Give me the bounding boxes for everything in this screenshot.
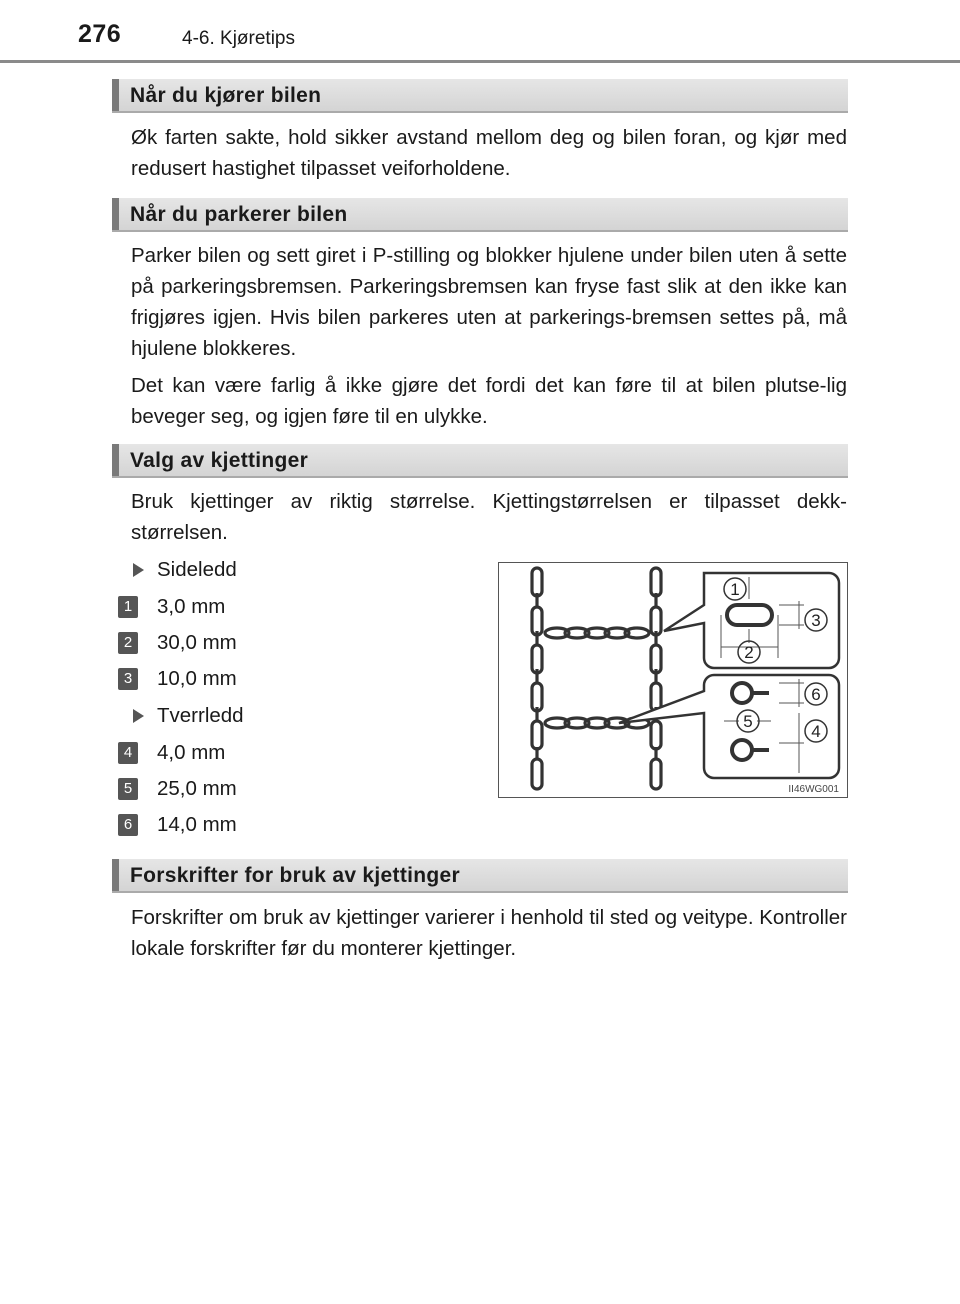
chain-drawing (532, 568, 661, 789)
list-item-value: 4,0 mm (157, 741, 226, 764)
section-heading-text: Forskrifter for bruk av kjettinger (130, 864, 460, 887)
list-item-value: 25,0 mm (157, 777, 237, 800)
list-item-value: 14,0 mm (157, 813, 237, 836)
callout-label: 2 (744, 643, 754, 662)
callout-label: 4 (811, 722, 821, 741)
side-link-detail (664, 573, 839, 668)
section-heading-regulations (112, 859, 848, 893)
section-heading-text: Når du parkerer bilen (130, 203, 348, 226)
tire-chain-illustration (499, 563, 846, 796)
callout-number: 2 (118, 632, 138, 654)
header-rule (0, 60, 960, 63)
callout-label: 6 (811, 685, 821, 704)
section-heading-text: Valg av kjettinger (130, 449, 309, 472)
triangle-bullet-icon (133, 709, 144, 723)
callout-label: 1 (730, 580, 740, 599)
callout-number: 5 (118, 778, 138, 800)
callout-number: 1 (118, 596, 138, 618)
left-side-chain (532, 568, 542, 789)
callout-number: 3 (118, 668, 138, 690)
paragraph: Parker bilen og sett giret i P-stilling og blokker hjulene under bilen uten å sette på parkeringsbremsen. Parkeringsbremsen kan fryse fast slik at den ikke kan frigjøres igjen. Hvis bilen parkeres uten at parkerings-bremsen settes på, må hjulene blokkeres. (131, 244, 847, 360)
list-group-label: Tverrledd (157, 704, 244, 727)
section-label: 4-6. Kjøretips (182, 28, 295, 49)
list-group-label: Sideledd (157, 558, 237, 581)
section-heading-chain-choice (112, 444, 848, 478)
right-side-chain (651, 568, 661, 789)
triangle-bullet-icon (133, 563, 144, 577)
section-heading-text: Når du kjører bilen (130, 84, 322, 107)
upper-cross-chain (545, 628, 649, 638)
callout-number: 6 (118, 814, 138, 836)
tire-chain-figure (498, 562, 848, 798)
paragraph: Øk farten sakte, hold sikker avstand mellom deg og bilen foran, og kjør med redusert hastighet tilpasset veiforholdene. (131, 126, 847, 180)
list-item-value: 10,0 mm (157, 667, 237, 690)
list-item-value: 3,0 mm (157, 595, 226, 618)
section-heading-parking (112, 198, 848, 232)
list-item-value: 30,0 mm (157, 631, 237, 654)
callout-label: 3 (811, 611, 821, 630)
figure-code: II46WG001 (788, 784, 839, 795)
page-number: 276 (78, 20, 122, 48)
callout-number: 4 (118, 742, 138, 764)
section-heading-driving (112, 79, 848, 113)
callout-label: 5 (743, 712, 753, 731)
paragraph: Bruk kjettinger av riktig størrelse. Kjettingstørrelsen er tilpasset dekk-størrelsen. (131, 490, 847, 544)
paragraph: Forskrifter om bruk av kjettinger varierer i henhold til sted og veitype. Kontroller lokale forskrifter før du monterer kjettinger. (131, 906, 847, 960)
paragraph: Det kan være farlig å ikke gjøre det fordi det kan føre til at bilen plutse-lig beveger seg, og igjen føre til en ulykke. (131, 374, 847, 428)
